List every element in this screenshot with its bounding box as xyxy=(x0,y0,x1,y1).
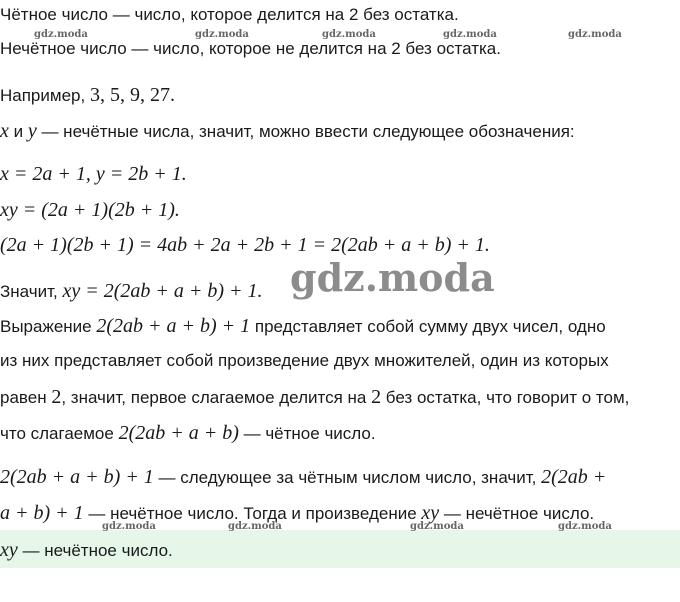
conclusion-line-1 xyxy=(0,466,606,489)
explanation-text: Выражение xyxy=(0,317,97,336)
conclusion-line-2 xyxy=(0,502,594,525)
explanation-math: 2 xyxy=(51,386,62,408)
conclusion-text: — нечётное число. xyxy=(439,504,595,523)
conclusion-math: 2(2ab + xyxy=(541,466,607,488)
definition-odd-text: Нечётное число — число, которое не делится на 2 без остатка. xyxy=(0,39,501,58)
conj-and: и xyxy=(8,122,28,141)
conclusion-math: 2(2ab + a + b) + 1 xyxy=(0,466,154,488)
explanation-text: из них представляет собой произведение двух множителей, один из которых xyxy=(0,351,609,370)
equation-product-text: xy = (2a + 1)(2b + 1). xyxy=(0,199,180,221)
equation-definitions-text: x = 2a + 1, y = 2b + 1. xyxy=(0,163,187,185)
conclusion-text: — следующее за чётным числом число, значит, xyxy=(153,468,542,487)
watermark-small: gdz.moda xyxy=(322,29,376,40)
final-answer xyxy=(0,539,173,562)
explanation-text: представляет собой сумму двух чисел, одно xyxy=(250,317,606,336)
watermark-small: gdz.moda xyxy=(102,521,156,532)
explanation-text: без остатка, что говорит о том, xyxy=(381,388,630,407)
var-x: x xyxy=(0,120,9,142)
explanation-line-3 xyxy=(0,386,629,409)
explanation-math: 2 xyxy=(371,386,382,408)
equation-expansion-text: (2a + 1)(2b + 1) = 4ab + 2a + 2b + 1 = 2(2ab + a + b) + 1. xyxy=(0,234,490,256)
watermark-small: gdz.moda xyxy=(195,29,249,40)
explanation-text: — чётное число. xyxy=(238,424,376,443)
watermark-small: gdz.moda xyxy=(568,29,622,40)
watermark-small: gdz.moda xyxy=(443,29,497,40)
therefore-math: xy = 2(2ab + a + b) + 1. xyxy=(62,280,263,302)
explanation-text: что слагаемое xyxy=(0,424,119,443)
final-answer-text: — нечётное число. xyxy=(17,541,173,560)
conclusion-math: a + b) + 1 xyxy=(0,502,84,524)
therefore-line xyxy=(0,280,263,303)
definition-odd xyxy=(0,38,501,60)
watermark-large: gdz.moda xyxy=(290,255,495,300)
explanation-line-2 xyxy=(0,350,609,372)
definition-even-text: Чётное число — число, которое делится на 2 без остатка. xyxy=(0,5,459,24)
therefore-label: Значит, xyxy=(0,282,63,301)
definition-even xyxy=(0,4,459,26)
example-numbers: 3, 5, 9, 27. xyxy=(89,84,175,106)
explanation-line-1 xyxy=(0,315,606,338)
watermark-small: gdz.moda xyxy=(558,521,612,532)
example-label: Например, xyxy=(0,86,90,105)
explanation-text: , значит, первое слагаемое делится на xyxy=(61,388,372,407)
explanation-math: 2(2ab + a + b) + 1 xyxy=(96,315,251,337)
watermark-small: gdz.moda xyxy=(410,521,464,532)
var-y: y xyxy=(27,120,37,142)
equation-definitions xyxy=(0,163,187,185)
explanation-line-4 xyxy=(0,422,376,445)
explanation-math: 2(2ab + a + b) xyxy=(118,422,239,444)
notation-intro-text: — нечётные числа, значит, можно ввести следующее обозначения: xyxy=(36,122,575,141)
final-answer-math: xy xyxy=(0,539,18,561)
explanation-text: равен xyxy=(0,388,52,407)
example-line xyxy=(0,84,175,107)
watermark-small: gdz.moda xyxy=(228,521,282,532)
equation-expansion xyxy=(0,234,490,256)
conclusion-text: — нечётное число. Тогда и произведение xyxy=(83,504,422,523)
conclusion-math: xy xyxy=(421,502,440,524)
equation-product xyxy=(0,199,180,221)
watermark-small: gdz.moda xyxy=(34,29,88,40)
notation-intro xyxy=(0,120,575,143)
